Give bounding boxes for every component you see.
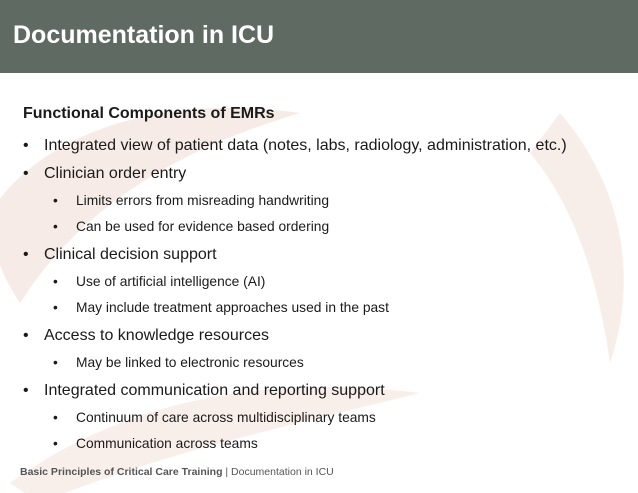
bullet-marker: •: [53, 193, 58, 208]
sub-bullet-item: [53, 354, 304, 372]
footer-section: Documentation in ICU: [231, 466, 334, 478]
bullet-item: [23, 245, 217, 265]
page-title: Documentation in ICU: [13, 21, 275, 49]
bullet-text: Clinical decision support: [44, 246, 217, 263]
section-heading: Functional Components of EMRs: [23, 105, 275, 122]
footer: [20, 465, 334, 479]
sub-bullet-item: [53, 299, 389, 317]
bullet-marker: •: [23, 382, 29, 399]
bullet-item: [23, 136, 567, 156]
bullet-item: [23, 164, 186, 184]
bullet-marker: •: [23, 165, 29, 182]
bullet-text: Integrated communication and reporting support: [44, 382, 385, 399]
sub-bullet-item: [53, 192, 329, 210]
bullet-marker: •: [53, 410, 58, 425]
bullet-text: Limits errors from misreading handwriting: [76, 193, 330, 208]
sub-bullet-item: [53, 218, 329, 236]
sub-bullet-item: [53, 273, 265, 291]
bullet-text: May include treatment approaches used in the past: [76, 300, 389, 315]
footer-organization: Basic Principles of Critical Care Training: [20, 466, 223, 478]
bullet-marker: •: [53, 355, 58, 370]
footer-separator: |: [222, 466, 232, 478]
bullet-text: Access to knowledge resources: [44, 327, 269, 344]
bullet-text: May be linked to electronic resources: [76, 355, 304, 370]
sub-bullet-item: [53, 435, 258, 453]
bullet-marker: •: [23, 137, 29, 154]
bullet-text: Continuum of care across multidisciplinary teams: [76, 410, 376, 425]
bullet-marker: •: [53, 300, 58, 315]
bullet-text: Use of artificial intelligence (AI): [76, 274, 266, 289]
bullet-marker: •: [53, 274, 58, 289]
bullet-text: Integrated view of patient data (notes, labs, radiology, administration, etc.): [44, 137, 567, 154]
sub-bullet-item: [53, 409, 376, 427]
bullet-marker: •: [53, 219, 58, 234]
bullet-marker: •: [23, 246, 29, 263]
bullet-marker: •: [53, 436, 58, 451]
bullet-item: [23, 326, 269, 346]
bullet-text: Communication across teams: [76, 436, 258, 451]
bullet-item: [23, 381, 385, 401]
bullet-marker: •: [23, 327, 29, 344]
bullet-text: Clinician order entry: [44, 165, 187, 182]
bullet-text: Can be used for evidence based ordering: [76, 219, 330, 234]
